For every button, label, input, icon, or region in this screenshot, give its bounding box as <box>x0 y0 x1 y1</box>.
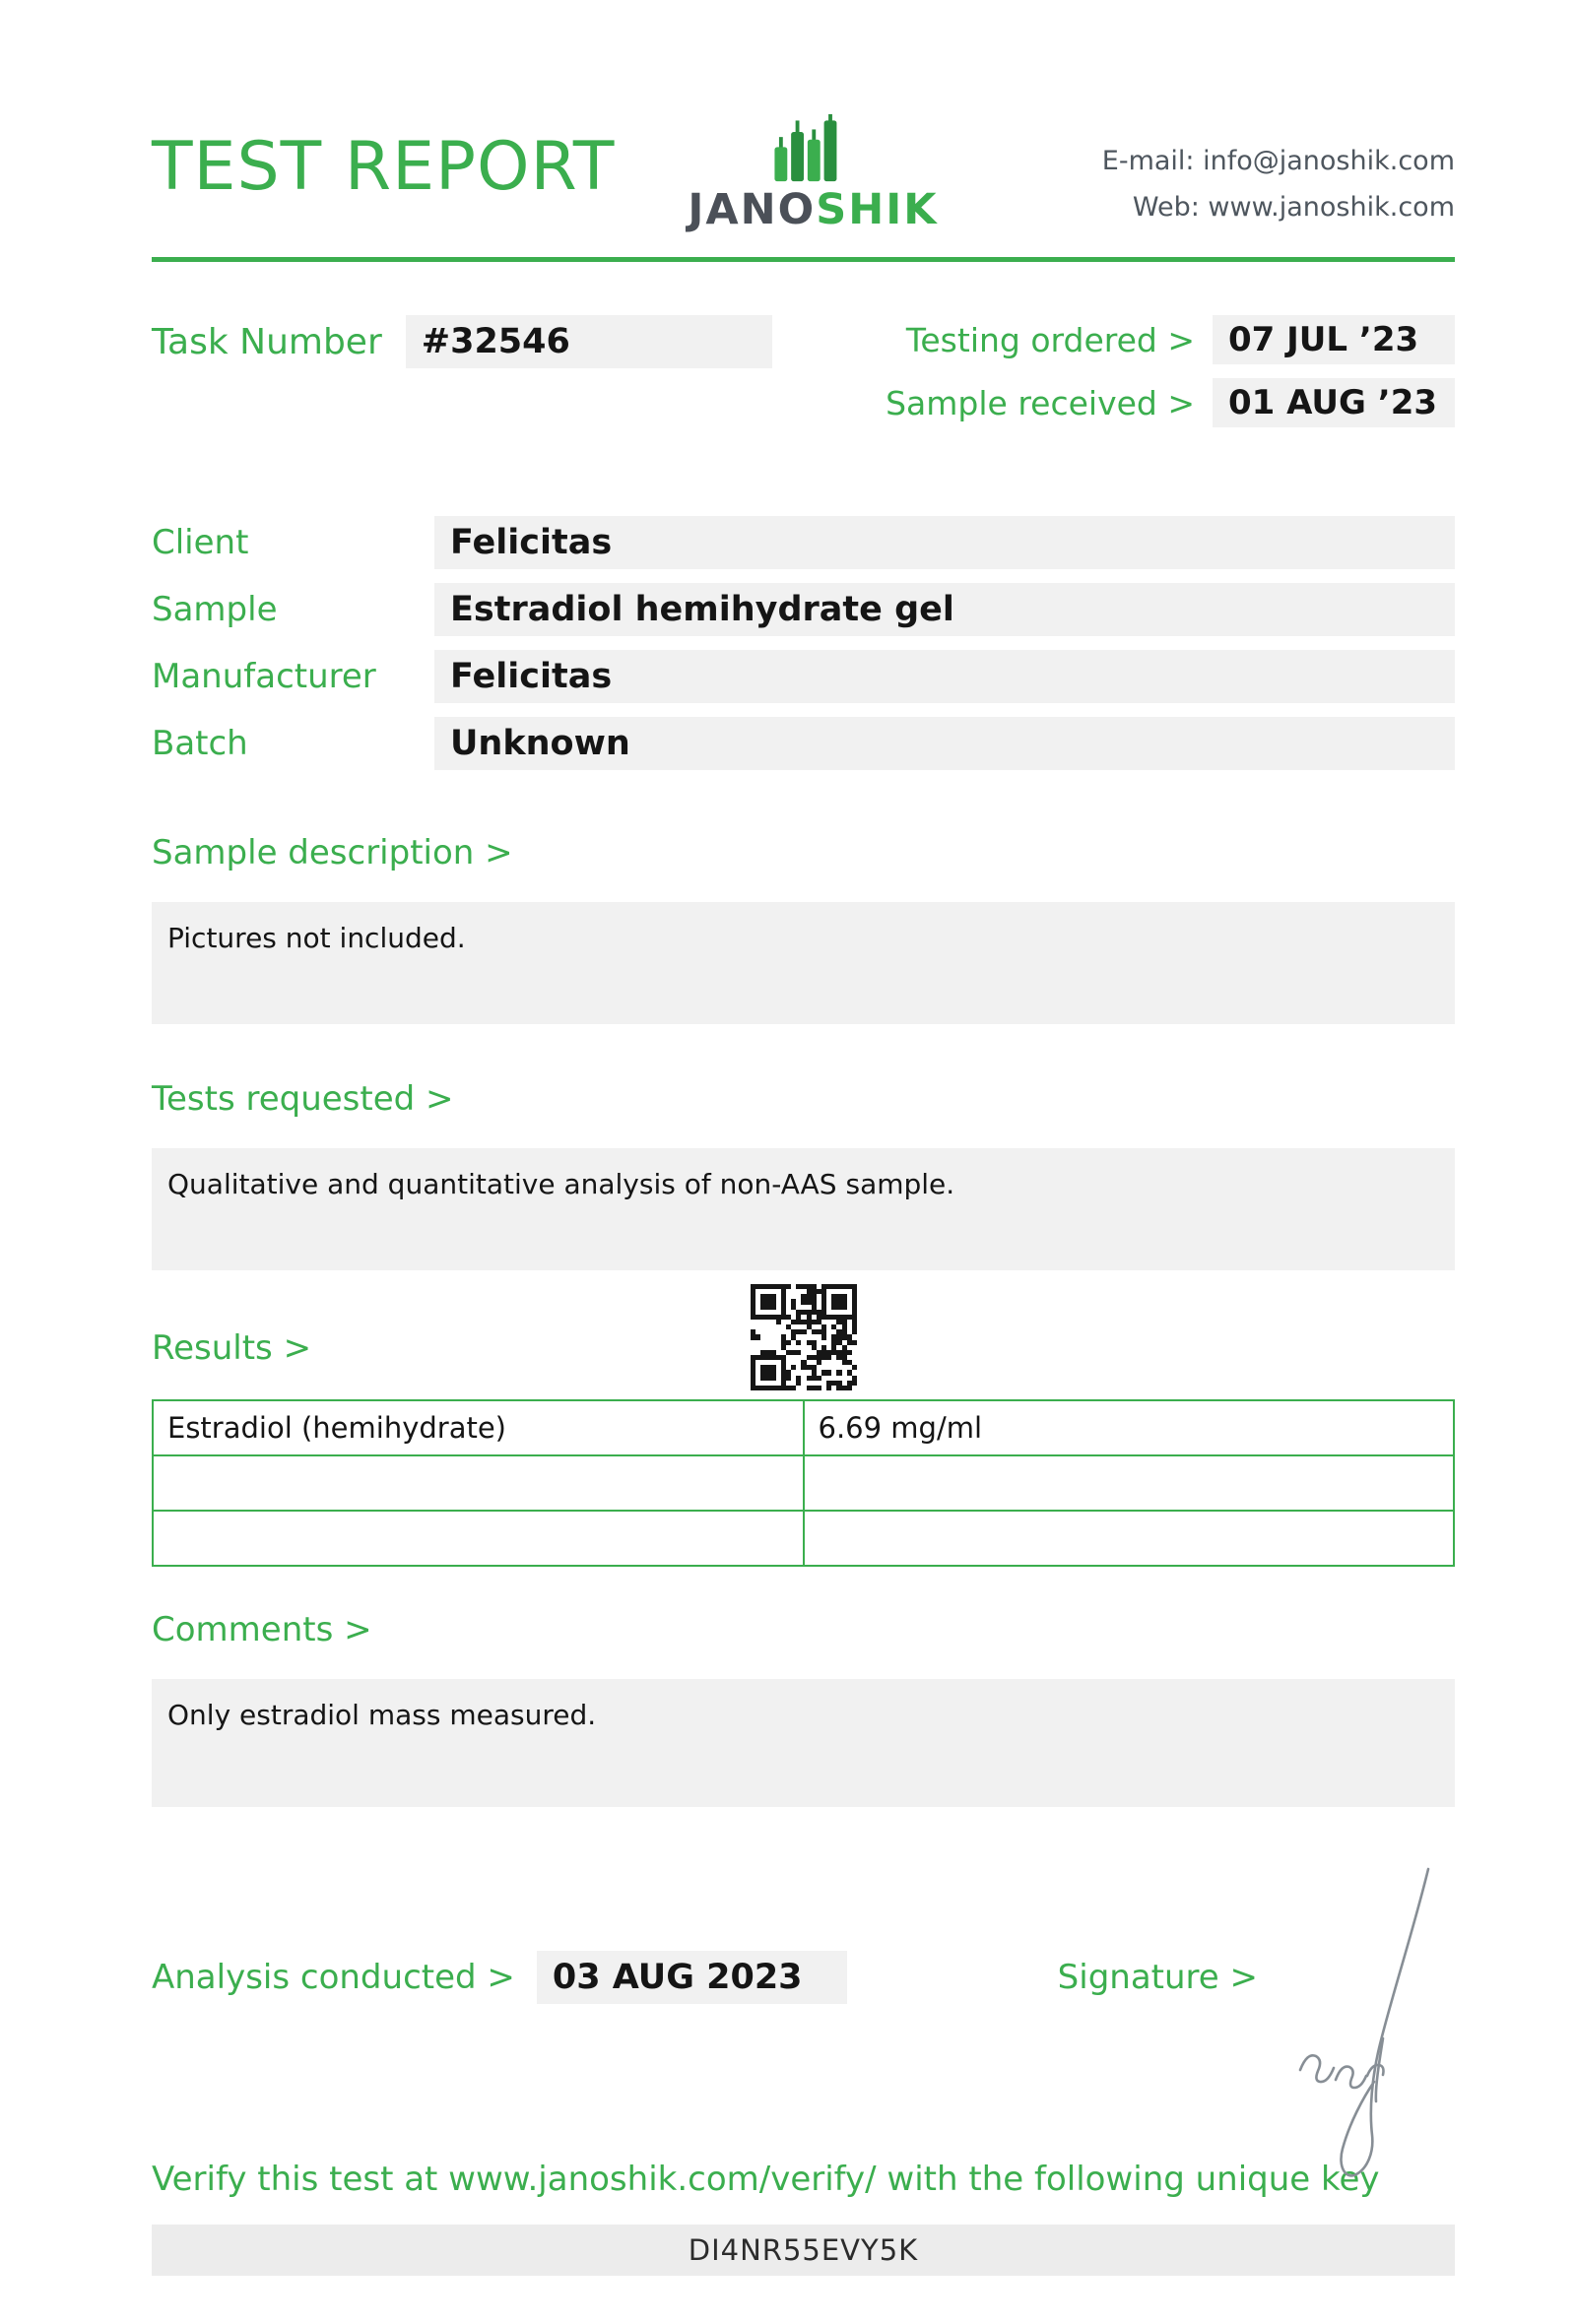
sample-label: Sample <box>152 590 278 629</box>
testing-ordered-row <box>906 315 1455 364</box>
logo-shik: SHIK <box>816 185 939 234</box>
analysis-conducted-label: Analysis conducted > <box>152 1958 515 1997</box>
janoshik-logo <box>688 114 939 234</box>
sample-description-text: Pictures not included. <box>152 902 1455 1024</box>
task-number-value: #32546 <box>406 315 772 368</box>
client-label: Client <box>152 523 249 562</box>
detail-row-sample <box>152 583 1455 636</box>
testing-ordered-value: 07 JUL ’23 <box>1213 315 1455 364</box>
result-analyte: Estradiol (hemihydrate) <box>153 1400 804 1455</box>
report-header <box>152 114 1455 234</box>
contact-email: E-mail: info@janoshik.com <box>1101 146 1455 176</box>
sample-details <box>152 516 1455 770</box>
tests-requested-text: Qualitative and quantitative analysis of non-AAS sample. <box>152 1148 1455 1270</box>
unique-key-value: DI4NR55EVY5K <box>152 2225 1455 2276</box>
comments-heading: Comments > <box>152 1610 372 1649</box>
signature-label: Signature > <box>1057 1958 1258 1997</box>
verify-instruction: Verify this test at www.janoshik.com/verify/ with the following unique key <box>152 2160 1380 2199</box>
task-number-label: Task Number <box>152 321 382 362</box>
results-header-area <box>152 1270 1455 1399</box>
result-value-empty <box>804 1511 1455 1566</box>
report-title: TEST REPORT <box>152 128 616 206</box>
meta-section <box>152 315 1455 427</box>
logo-jano: JANO <box>688 185 817 234</box>
comments-text: Only estradiol mass measured. <box>152 1679 1455 1807</box>
result-value-empty <box>804 1455 1455 1511</box>
detail-row-client <box>152 516 1455 569</box>
sample-description-heading: Sample description > <box>152 833 513 872</box>
results-row-1 <box>153 1400 1454 1455</box>
result-analyte-empty <box>153 1455 804 1511</box>
results-heading: Results > <box>152 1328 312 1368</box>
detail-row-batch <box>152 717 1455 770</box>
result-value: 6.69 mg/ml <box>804 1400 1455 1455</box>
result-analyte-empty <box>153 1511 804 1566</box>
sample-value: Estradiol hemihydrate gel <box>434 583 1455 636</box>
dates-block <box>886 315 1455 427</box>
batch-label: Batch <box>152 724 248 763</box>
results-row-3 <box>153 1511 1454 1566</box>
sample-received-row <box>886 378 1455 427</box>
contact-web: Web: www.janoshik.com <box>1132 192 1455 224</box>
contact-info <box>1102 138 1455 231</box>
batch-value: Unknown <box>434 717 1455 770</box>
footer-row <box>152 1951 1455 2004</box>
testing-ordered-label: Testing ordered > <box>905 320 1195 359</box>
bar-chart-logo-icon <box>770 114 855 185</box>
header-divider <box>152 257 1455 262</box>
analysis-conducted-value: 03 AUG 2023 <box>537 1951 847 2004</box>
client-value: Felicitas <box>434 516 1455 569</box>
sample-received-value: 01 AUG ’23 <box>1213 378 1455 427</box>
results-row-2 <box>153 1455 1454 1511</box>
sample-received-label: Sample received > <box>886 383 1195 422</box>
task-number-row <box>152 315 772 368</box>
logo-wordmark <box>688 185 939 234</box>
qr-code <box>751 1284 857 1390</box>
manufacturer-value: Felicitas <box>434 650 1455 703</box>
manufacturer-label: Manufacturer <box>152 657 376 696</box>
results-table <box>152 1399 1455 1567</box>
detail-row-manufacturer <box>152 650 1455 703</box>
tests-requested-heading: Tests requested > <box>152 1079 454 1119</box>
